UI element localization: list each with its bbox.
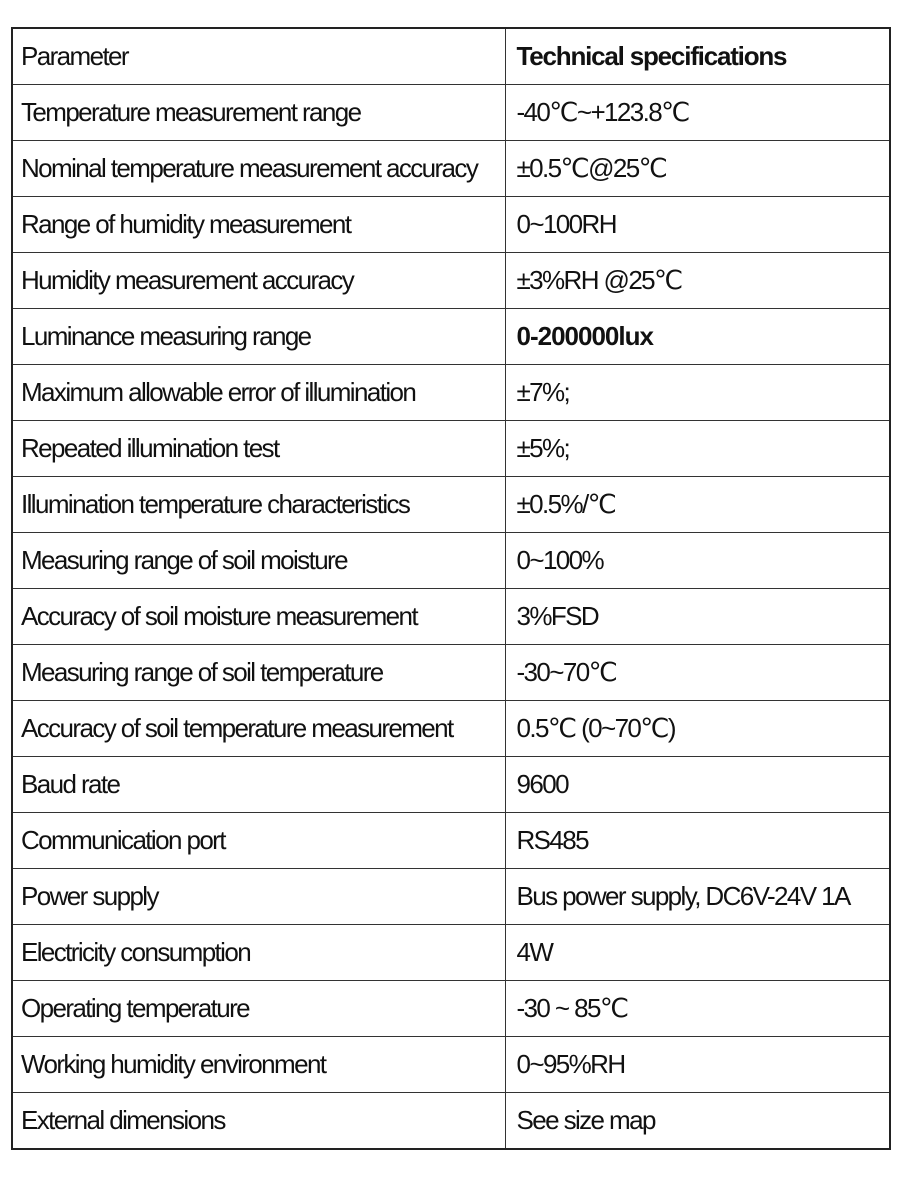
table-row (12, 1093, 890, 1150)
row-parameter: Measuring range of soil moisture (12, 533, 505, 589)
table-header-row (12, 28, 890, 85)
row-parameter: Operating temperature (12, 981, 505, 1037)
header-parameter: Parameter (12, 28, 505, 85)
header-specification: Technical specifications (505, 28, 890, 85)
row-parameter: Accuracy of soil temperature measurement (12, 701, 505, 757)
row-value: Bus power supply, DC6V-24V 1A (505, 869, 890, 925)
table-row (12, 141, 890, 197)
row-value: RS485 (505, 813, 890, 869)
row-value: ±3%RH @25℃ (505, 253, 890, 309)
table-row (12, 197, 890, 253)
row-parameter: Luminance measuring range (12, 309, 505, 365)
row-value: 9600 (505, 757, 890, 813)
row-value: -30 ~ 85℃ (505, 981, 890, 1037)
table-row (12, 1037, 890, 1093)
table-row (12, 533, 890, 589)
table-row (12, 85, 890, 141)
table-row (12, 869, 890, 925)
row-parameter: Humidity measurement accuracy (12, 253, 505, 309)
row-parameter: Communication port (12, 813, 505, 869)
row-value: -40℃~+123.8℃ (505, 85, 890, 141)
row-parameter: Illumination temperature characteristics (12, 477, 505, 533)
row-value: 0~95%RH (505, 1037, 890, 1093)
specifications-table (11, 27, 891, 1150)
row-value: ±7%; (505, 365, 890, 421)
row-value: 0~100% (505, 533, 890, 589)
row-value: ±0.5%/℃ (505, 477, 890, 533)
row-value: ±0.5℃@25℃ (505, 141, 890, 197)
table-row (12, 477, 890, 533)
row-parameter: Range of humidity measurement (12, 197, 505, 253)
table-row (12, 309, 890, 365)
table-row (12, 253, 890, 309)
row-parameter: Maximum allowable error of illumination (12, 365, 505, 421)
table-row (12, 421, 890, 477)
row-value: -30~70℃ (505, 645, 890, 701)
row-value: 3%FSD (505, 589, 890, 645)
row-parameter: Baud rate (12, 757, 505, 813)
row-parameter: Measuring range of soil temperature (12, 645, 505, 701)
row-value: 4W (505, 925, 890, 981)
row-value: 0-200000lux (505, 309, 890, 365)
table-row (12, 589, 890, 645)
table-row (12, 645, 890, 701)
table-row (12, 925, 890, 981)
row-value: 0~100RH (505, 197, 890, 253)
row-parameter: Electricity consumption (12, 925, 505, 981)
table-row (12, 813, 890, 869)
row-parameter: Power supply (12, 869, 505, 925)
row-value: 0.5℃ (0~70℃) (505, 701, 890, 757)
row-parameter: External dimensions (12, 1093, 505, 1150)
row-parameter: Repeated illumination test (12, 421, 505, 477)
table-row (12, 365, 890, 421)
table-row (12, 757, 890, 813)
row-value: See size map (505, 1093, 890, 1150)
table-row (12, 701, 890, 757)
row-parameter: Working humidity environment (12, 1037, 505, 1093)
row-parameter: Nominal temperature measurement accuracy (12, 141, 505, 197)
row-parameter: Accuracy of soil moisture measurement (12, 589, 505, 645)
row-value: ±5%; (505, 421, 890, 477)
table-row (12, 981, 890, 1037)
row-parameter: Temperature measurement range (12, 85, 505, 141)
